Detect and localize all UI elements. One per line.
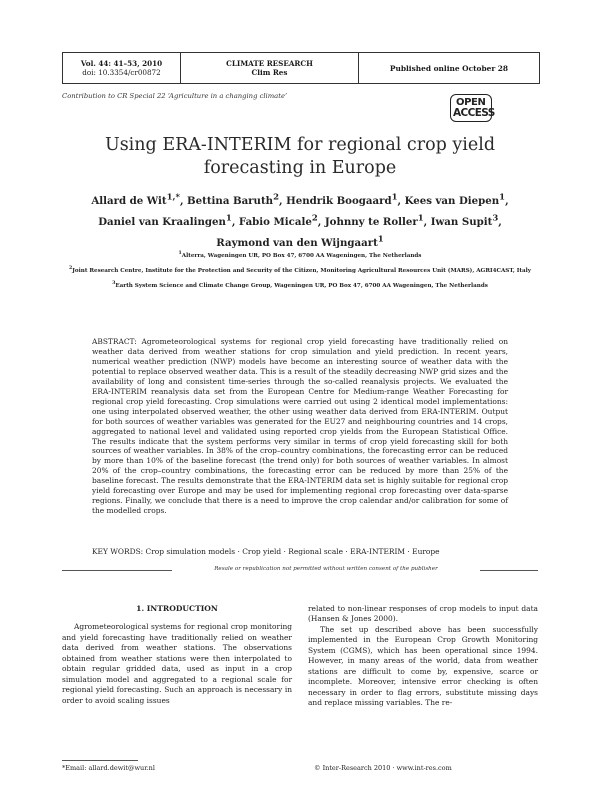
volume-info: Vol. 44: 41–53, 2010 bbox=[80, 59, 163, 68]
paragraph: The set up described above has been successfully implemented in the European Crop Growth Monitoring System (CGMS), which has been operational since 1994. However, in many areas of the world, data from weather stations are difficult to come by, expensive, scarce or incomplete. Moreover, intensive error checking is often necessary in order to flag errors, substitute missing days and replace missing variables. The re- bbox=[308, 624, 538, 708]
section-heading: 1. INTRODUCTION bbox=[136, 604, 218, 613]
author: Daniel van Kraalingen$^1$, bbox=[98, 213, 239, 229]
author: Raymond van den Wijngaart$^1$ bbox=[216, 234, 384, 250]
affiliation: $^2$Joint Research Centre, Institute for the Protection and Security of the Citizen, Monitoring Agricultural Resources Unit (MARS), AGRI4CAST, Italy bbox=[69, 266, 531, 274]
journal-name: CLIMATE RESEARCH bbox=[226, 59, 313, 68]
paragraph: Agrometeorological systems for regional crop monitoring and yield forecasting have traditionally relied on weather data derived from weather stations. The observations obtained from weather stations were then interpolated to obtain regular gridded data, used as input in a crop simulation model and aggregated to a regional scale for regional yield forecasting. Such an approach is necessary in order to avoid scaling issues bbox=[62, 622, 292, 705]
paper-title bbox=[62, 134, 538, 180]
author: Kees van Diepen$^1$, bbox=[404, 193, 509, 208]
email-footnote: *Email: allard.dewit@wur.nl bbox=[62, 764, 155, 772]
notice-rule-right bbox=[480, 570, 538, 571]
header-published-cell bbox=[359, 53, 539, 83]
journal-header bbox=[62, 52, 540, 84]
notice-rule-left bbox=[62, 570, 172, 571]
keywords: KEY WORDS: Crop simulation models · Crop yield · Regional scale · ERA-INTERIM · Europe bbox=[92, 547, 440, 556]
doi-info: doi: 10.3354/cr00872 bbox=[82, 68, 161, 77]
header-volume-cell bbox=[63, 53, 181, 83]
body-column-left bbox=[62, 604, 292, 706]
affiliation: $^1$Alterra, Wageningen UR, PO Box 47, 6700 AA Wageningen, The Netherlands bbox=[178, 251, 422, 259]
author-list bbox=[62, 190, 538, 253]
republication-notice bbox=[62, 566, 538, 574]
body-column-right bbox=[308, 604, 538, 709]
abstract: ABSTRACT: Agrometeorological systems for regional crop yield forecasting have traditionally relied on weather data derived from weather stations for crop simulation and yield prediction. In recent years, numerical weather prediction (NWP) models have become an interesting source of weather data with the potential to replace observed weather data. This is a result of the steadily decreasing NWP grid sizes and the availability of long and consistent time-series through the so-called reanalysis projects. We evaluated the ERA-INTERIM reanalysis data set from the European Centre for Medium-range Weather Forecasting for regional crop yield forecasting. Crop simulations were carried out using 2 identical model implementations: one using interpolated observed weather, the other using weather data derived from ERA-INTERIM. Output for both sources of weather variables was generated for the EU27 and neighbouring countries and 14 crops, aggregated to national level and validated using reported crop yields from the European Statistical Office. The results indicate that the system performs very similar in terms of crop yield forecasting skill for both sources of weather variables. In 38% of the crop–country combinations, the forecasting error can be reduced by more than 10% of the baseline forecast (the trend only) for both sources of weather variables. In almost 20% of the crop–country combinations, the forecasting error can be reduced by more than 25% of the baseline forecast. The results demonstrate that the ERA-INTERIM data set is highly suitable for regional crop yield forecasting over Europe and may be used for implementing regional crop forecasting over data-sparse regions. Finally, we conclude that there is a need to improve the crop calendar and/or calibration for some of the modelled crops. bbox=[92, 337, 508, 516]
author: Hendrik Boogaard$^1$, bbox=[286, 193, 405, 208]
footnote-rule bbox=[62, 760, 138, 761]
contribution-note: Contribution to CR Special 22 ‘Agriculture in a changing climate’ bbox=[62, 92, 288, 100]
affiliation-list bbox=[50, 250, 550, 295]
author: Iwan Supit$^3$, bbox=[430, 213, 502, 229]
notice-text: Resale or republication not permitted without written consent of the publisher bbox=[214, 566, 438, 572]
author: Johnny te Roller$^1$, bbox=[324, 213, 431, 229]
badge-line-2: ACCESS bbox=[453, 107, 495, 119]
paragraph: related to non-linear responses of crop models to input data (Hansen & Jones 2000). bbox=[308, 604, 538, 624]
author: Allard de Wit$^{1,*}$, bbox=[91, 193, 188, 208]
title-line-1: Using ERA-INTERIM for regional crop yield bbox=[104, 135, 496, 155]
title-line-2: forecasting in Europe bbox=[203, 158, 397, 178]
author: Bettina Baruth$^2$, bbox=[187, 193, 287, 208]
affiliation: $^3$Earth System Science and Climate Change Group, Wageningen UR, PO Box 47, 6700 AA Wageningen, The Netherlands bbox=[112, 281, 488, 289]
journal-abbreviation: Clim Res bbox=[251, 68, 288, 77]
copyright-notice: © Inter-Research 2010 · www.int-res.com bbox=[314, 764, 452, 772]
open-access-badge bbox=[450, 94, 495, 122]
header-journal-cell bbox=[181, 53, 359, 83]
badge-line-1: OPEN bbox=[456, 97, 486, 108]
author: Fabio Micale$^2$, bbox=[238, 213, 325, 229]
published-date: Published online October 28 bbox=[389, 63, 509, 73]
